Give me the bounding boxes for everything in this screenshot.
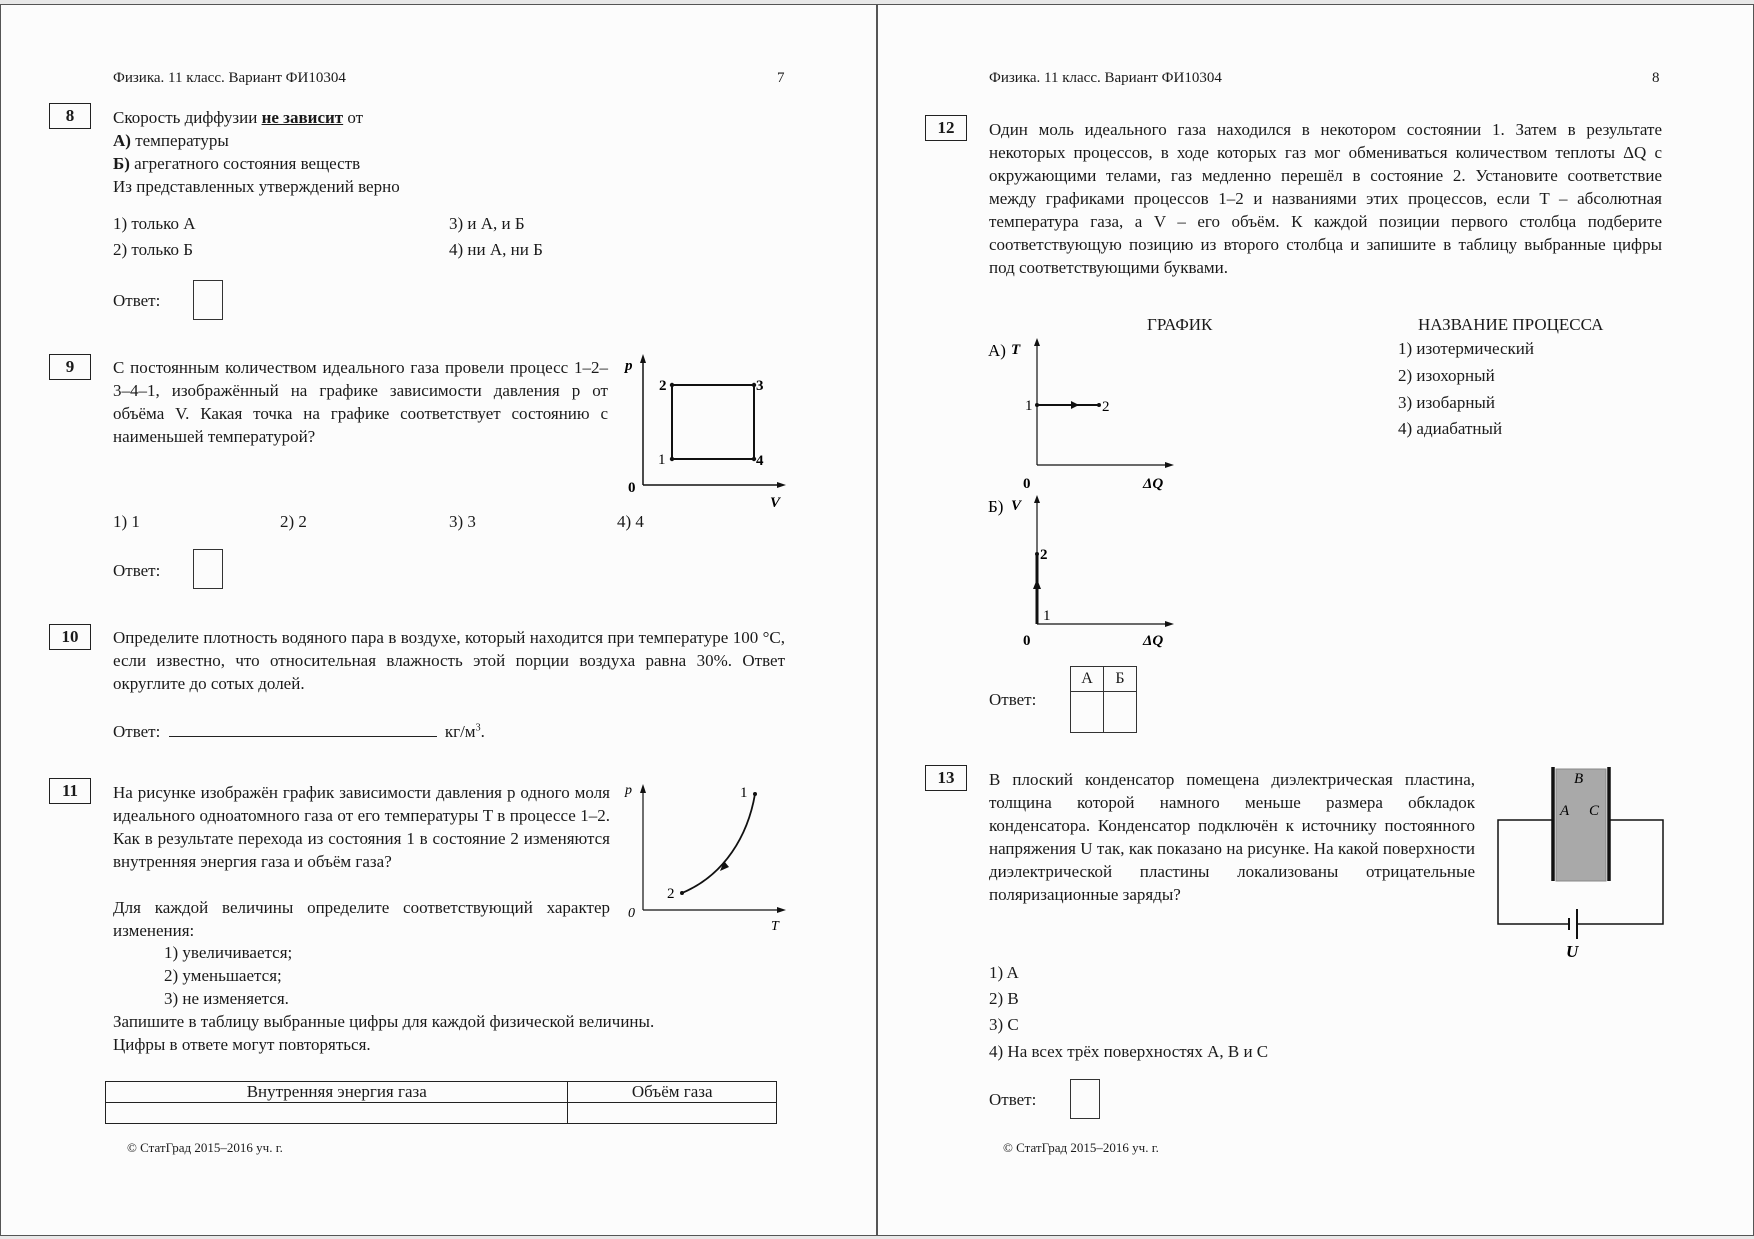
graph-label: Б) xyxy=(988,497,1004,516)
table-header: Б xyxy=(1104,667,1137,692)
q10-answer-row xyxy=(113,722,485,742)
unit-period: . xyxy=(480,722,485,741)
question-number: 8 xyxy=(49,103,91,129)
q11-choice-1: 1) увеличивается; xyxy=(164,943,293,962)
item-label: А) xyxy=(113,131,131,150)
x-axis-label: V xyxy=(770,495,781,511)
q9-option-2[interactable]: 2) 2 xyxy=(280,512,307,531)
page-header: Физика. 11 класс. Вариант ФИ10304 xyxy=(989,70,1222,86)
origin-label: 0 xyxy=(628,906,635,921)
x-axis-label: T xyxy=(771,919,779,934)
q8-stem-text: Скорость диффузии xyxy=(113,108,262,127)
item-text: агрегатного состояния веществ xyxy=(129,154,361,173)
voltage-label: U xyxy=(1566,942,1579,961)
q13-answer-box[interactable] xyxy=(1070,1079,1100,1119)
q12-graph-a xyxy=(988,335,1188,495)
y-axis-label: V xyxy=(1011,498,1022,514)
q11-pt-graph xyxy=(620,780,790,940)
origin-label: 0 xyxy=(628,480,636,496)
answer-label: Ответ: xyxy=(113,722,161,741)
q12-graph-b xyxy=(988,492,1188,652)
answer-cell-energy[interactable] xyxy=(106,1103,568,1124)
q12-text: Один моль идеального газа находился в некотором состоянии 1. Затем в результате некоторых процессов, в ходе которых газ мог обмениваться количеством теплоты ΔQ с окружающими телами, газ медленно перешёл в состояние 2. Установите соответствие между графиками процессов 1–2 и названиями этих процессов, если T – абсолютная температура газа, а V – его объём. К каждой позиции первого столбца подберите соответствующую позицию из второго столбца и запишите в таблицу выбранные цифры под соответствующими буквами. xyxy=(989,120,1662,277)
origin-label: 0 xyxy=(1023,476,1031,492)
x-axis-label: ΔQ xyxy=(1143,476,1164,492)
point-1: 1 xyxy=(1025,398,1033,414)
q8-answer-box[interactable] xyxy=(193,280,223,320)
q9-pv-graph xyxy=(620,350,790,510)
q8-emphasis: не зависит xyxy=(261,108,344,127)
q8-option-3[interactable]: 3) и А, и Б xyxy=(449,214,525,233)
y-axis-label: p xyxy=(625,783,632,798)
unit-exponent: 3 xyxy=(475,722,481,734)
item-label: Б) xyxy=(113,154,130,173)
page-footer: © СтатГрад 2015–2016 уч. г. xyxy=(1003,1140,1159,1155)
q13-option-1[interactable]: 1) A xyxy=(989,963,1019,982)
q10-answer-field[interactable] xyxy=(169,722,437,737)
unit: кг/м xyxy=(444,722,476,741)
q8-item-b xyxy=(113,154,360,174)
question-number: 12 xyxy=(925,115,967,141)
point-2: 2 xyxy=(1040,547,1048,563)
point-4: 4 xyxy=(756,453,764,469)
x-axis-label: ΔQ xyxy=(1143,633,1164,649)
table-header: Внутренняя энергия газа xyxy=(106,1082,568,1103)
y-axis-label: p xyxy=(625,358,633,374)
question-number: 9 xyxy=(49,354,91,380)
label-c: C xyxy=(1589,803,1600,819)
q9-option-4[interactable]: 4) 4 xyxy=(617,512,644,531)
process-option-3: 3) изобарный xyxy=(1398,393,1495,412)
answer-label: Ответ: xyxy=(989,690,1037,709)
question-number: 13 xyxy=(925,765,967,791)
table-header: Объём газа xyxy=(568,1082,777,1103)
page-number: 7 xyxy=(777,70,785,86)
q8-item-a xyxy=(113,131,229,151)
origin-label: 0 xyxy=(1023,633,1031,649)
q9-text: С постоянным количеством идеального газа провели процесс 1–2–3–4–1, изображённый на графике зависимости давления p от объёма V. Какая точка на графике соответствует состоянию с наименьшей температурой? xyxy=(113,358,608,446)
question-number: 11 xyxy=(49,778,91,804)
q8-stem xyxy=(113,108,363,128)
y-axis-label: T xyxy=(1011,342,1021,358)
table-header: А xyxy=(1071,667,1104,692)
q13-capacitor-circuit xyxy=(1488,764,1668,964)
q11-instruction-1: Запишите в таблицу выбранные цифры для каждой физической величины. xyxy=(113,1012,655,1031)
right-page xyxy=(878,0,1754,1239)
process-option-1: 1) изотермический xyxy=(1398,339,1534,358)
q8-option-2[interactable]: 2) только Б xyxy=(113,240,194,259)
q13-text: В плоский конденсатор помещена диэлектрическая пластина, толщина которой намного меньше размера обкладок конденсатора. Конденсатор подключён к источнику постоянного напряжения U так, как показано на рисунке. На какой поверхности диэлектрической пластины локализованы отрицательные поляризационные заряды? xyxy=(989,770,1475,904)
left-page xyxy=(0,0,876,1239)
point-2: 2 xyxy=(667,886,675,902)
q11-text2: Для каждой величины определите соответствующий характер изменения: xyxy=(113,898,610,940)
item-text: температуры xyxy=(130,131,229,150)
q8-option-1[interactable]: 1) только А xyxy=(113,214,196,233)
q13-option-3[interactable]: 3) C xyxy=(989,1015,1019,1034)
q11-answer-table xyxy=(105,1081,777,1124)
answer-label: Ответ: xyxy=(113,291,161,310)
point-3: 3 xyxy=(756,378,764,394)
point-2: 2 xyxy=(659,378,667,394)
point-2: 2 xyxy=(1102,399,1110,415)
col-title-graph: ГРАФИК xyxy=(1147,315,1213,334)
answer-cell-a[interactable] xyxy=(1071,692,1104,733)
q10-text: Определите плотность водяного пара в воздухе, который находится при температуре 100 °С, если известно, что относительная влажность этой порции воздуха равна 30%. Ответ округлите до сотых долей. xyxy=(113,628,785,693)
q8-prompt: Из представленных утверждений верно xyxy=(113,177,400,196)
answer-label: Ответ: xyxy=(989,1090,1037,1109)
answer-label: Ответ: xyxy=(113,561,161,580)
q8-option-4[interactable]: 4) ни А, ни Б xyxy=(449,240,543,259)
label-a: A xyxy=(1560,803,1570,819)
col-title-process: НАЗВАНИЕ ПРОЦЕССА xyxy=(1418,315,1604,334)
page-footer: © СтатГрад 2015–2016 уч. г. xyxy=(127,1140,283,1155)
process-option-4: 4) адиабатный xyxy=(1398,419,1503,438)
q13-option-4[interactable]: 4) На всех трёх поверхностях A, B и C xyxy=(989,1042,1269,1061)
point-1: 1 xyxy=(658,452,666,468)
q11-text: На рисунке изображён график зависимости давления p одного моля идеального одноатомного газа от его температуры T в процессе 1–2. Как в результате перехода из состояния 1 в состояние 2 изменяются внутренняя энергия газа и объём газа? xyxy=(113,783,610,871)
page-header: Физика. 11 класс. Вариант ФИ10304 xyxy=(113,70,346,86)
q9-option-3[interactable]: 3) 3 xyxy=(449,512,476,531)
q11-choice-2: 2) уменьшается; xyxy=(164,966,282,985)
graph-label: А) xyxy=(988,341,1006,360)
q12-answer-table xyxy=(1070,666,1137,733)
point-1: 1 xyxy=(1043,608,1051,624)
question-number: 10 xyxy=(49,624,91,650)
q13-option-2[interactable]: 2) B xyxy=(989,989,1019,1008)
answer-cell-volume[interactable] xyxy=(568,1103,777,1124)
label-b: B xyxy=(1574,771,1584,787)
q11-choice-3: 3) не изменяется. xyxy=(164,989,289,1008)
q9-option-1[interactable]: 1) 1 xyxy=(113,512,140,531)
answer-cell-b[interactable] xyxy=(1104,692,1137,733)
page-number: 8 xyxy=(1652,70,1660,86)
q8-stem-end: от xyxy=(343,108,364,127)
q11-instruction-2: Цифры в ответе могут повторяться. xyxy=(113,1035,371,1054)
process-option-2: 2) изохорный xyxy=(1398,366,1495,385)
q9-answer-box[interactable] xyxy=(193,549,223,589)
point-1: 1 xyxy=(740,785,748,801)
